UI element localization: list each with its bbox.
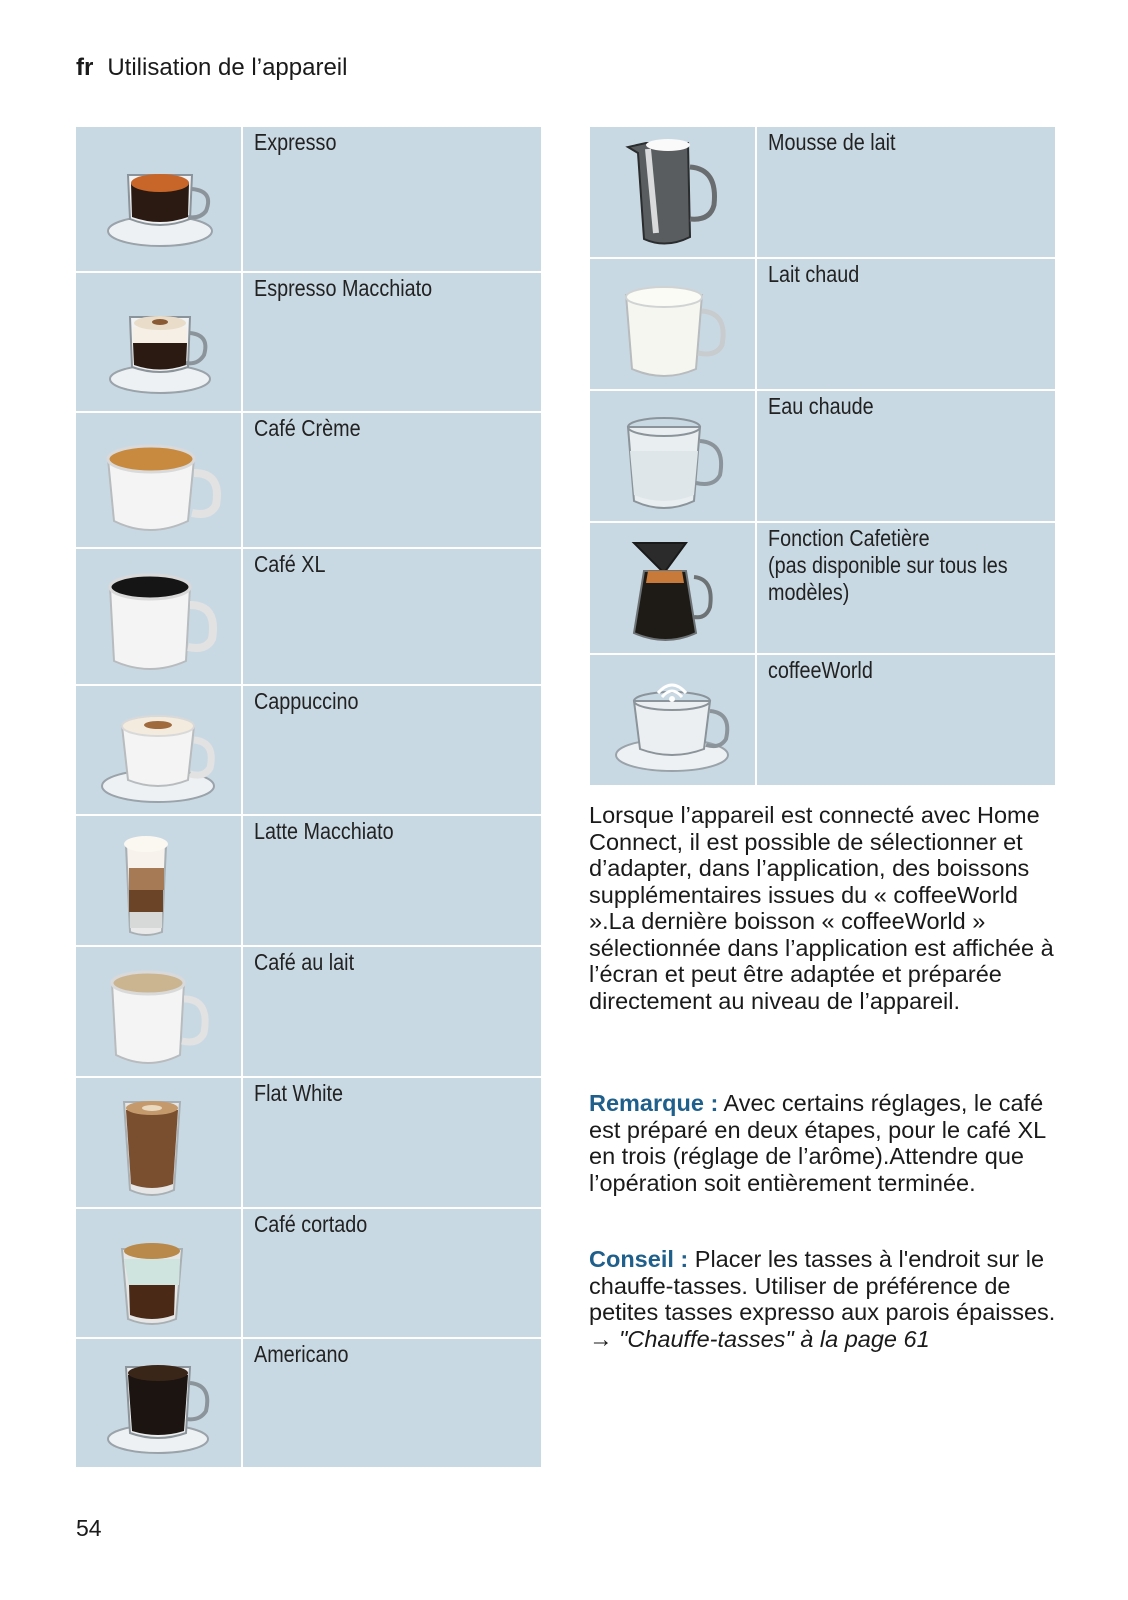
page-reference-link[interactable]: "Chauffe-tasses" à la page 61 (619, 1325, 930, 1352)
flat-white-glass-icon (76, 1078, 241, 1207)
drink-label: Eau chaude (768, 393, 874, 419)
drink-label: Café Crème (254, 415, 361, 441)
drink-row (76, 816, 541, 947)
drink-row (590, 259, 1055, 391)
hot-water-glass-icon (590, 391, 755, 521)
remark-paragraph (589, 1090, 1059, 1196)
drink-row (76, 413, 541, 549)
cappuccino-cup-icon (76, 686, 241, 814)
drink-label: Flat White (254, 1080, 344, 1106)
drink-row (590, 523, 1055, 655)
coffeeworld-cup-icon (590, 655, 755, 783)
xl-mug-icon (76, 549, 241, 684)
drink-row (76, 549, 541, 686)
section-title: Utilisation de l’appareil (107, 54, 348, 81)
drink-label: Café cortado (254, 1211, 368, 1237)
latte-glass-icon (76, 816, 241, 945)
milk-jug-icon (590, 127, 755, 257)
drink-label: Americano (254, 1341, 349, 1367)
drink-label: Mousse de lait (768, 129, 896, 155)
remark-text: Avec certains réglages, le café est préparé en deux étapes, pour le café XL en trois (réglage de l’arôme).Attendre que l’opération soit entièrement terminée. (589, 1090, 1046, 1196)
drink-label: Lait chaud (768, 261, 860, 287)
drink-row (590, 391, 1055, 523)
drink-label: Fonction Cafetière (pas disponible sur tous les modèles) (768, 525, 1008, 605)
page-header (76, 54, 347, 82)
remark-label: Remarque : (589, 1090, 719, 1116)
macchiato-cup-icon (76, 273, 241, 411)
drink-row (76, 947, 541, 1078)
coffee-pot-icon (590, 523, 755, 653)
creme-mug-icon (76, 413, 241, 547)
drink-label: Cappuccino (254, 688, 359, 714)
arrow-icon: → (589, 1325, 613, 1352)
drink-row (76, 1078, 541, 1209)
intro-paragraph: Lorsque l’appareil est connecté avec Home Connect, il est possible de sélectionner et d’adapter, dans l’application, des boissons supplémentaires issues du « coffeeWorld ».La dernière boisson « coffeeWorld » sélectionnée dans l’application est affichée à l’écran et peut être adaptée et préparée directement au niveau de l’appareil. (589, 802, 1054, 1014)
drink-row (76, 1339, 541, 1467)
language-code: fr (76, 54, 94, 81)
drink-label: Expresso (254, 129, 337, 155)
tip-label: Conseil : (589, 1246, 689, 1272)
drink-row (76, 1209, 541, 1339)
drink-label: Espresso Macchiato (254, 275, 433, 301)
drink-row (590, 127, 1055, 259)
tip-text: Placer les tasses à l'endroit sur le chauffe-tasses. Utiliser de préférence de petites tasses expresso aux parois épaisses. (589, 1246, 1056, 1325)
drink-label: coffeeWorld (768, 657, 873, 683)
hot-milk-glass-icon (590, 259, 755, 389)
drink-label: Latte Macchiato (254, 818, 394, 844)
drink-row (590, 655, 1055, 785)
drink-label: Café au lait (254, 949, 355, 975)
drinks-table-left (76, 127, 541, 1467)
drink-row (76, 686, 541, 816)
espresso-cup-icon (76, 127, 241, 271)
page-number: 54 (76, 1515, 102, 1541)
drinks-table-right (590, 127, 1055, 785)
tip-paragraph (589, 1246, 1059, 1352)
cafe-au-lait-mug-icon (76, 947, 241, 1076)
drink-row (76, 273, 541, 413)
drink-row (76, 127, 541, 273)
cortado-glass-icon (76, 1209, 241, 1337)
drink-label: Café XL (254, 551, 326, 577)
americano-cup-icon (76, 1339, 241, 1467)
